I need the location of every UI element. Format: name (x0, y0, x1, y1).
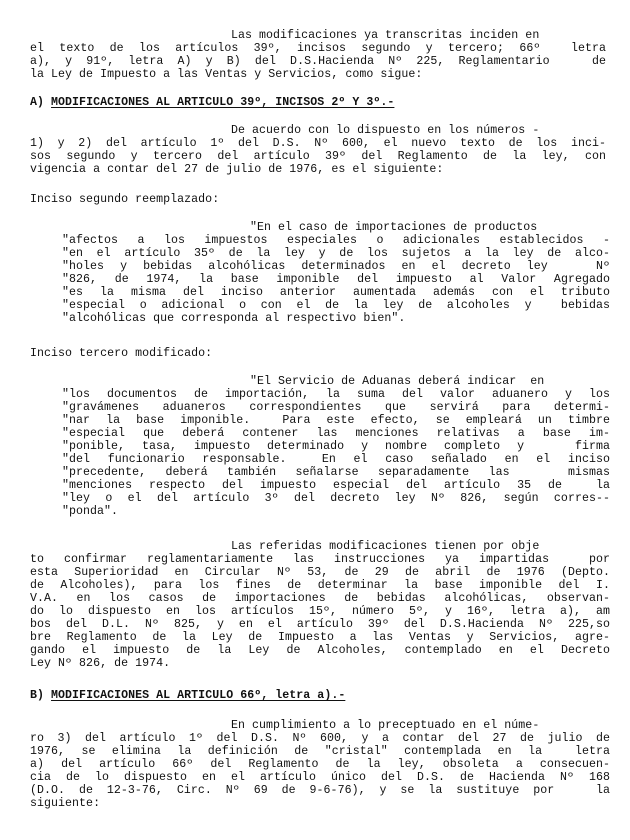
inciso-tercero-line-6: "ponible, tasa, impuesto determinado y nombre completo y firma (62, 440, 610, 453)
section-b-line-2: ro 3) del artículo 1º del D.S. Nº 600, y a contar del 27 de julio de (30, 732, 610, 745)
inciso-tercero-line-1: "El Servicio de Aduanas deberá indicar en (250, 375, 545, 388)
inciso-tercero-line-10: "ley o el del artículo 3º del decreto ley Nº 826, según corres-- (62, 492, 610, 505)
inciso-segundo-line-7: "especial o adicional o con el de la ley de alcoholes y bebidas (62, 299, 610, 312)
inciso-tercero-line-7: "del funcionario responsable. En el caso señalado en el inciso (62, 453, 610, 466)
section-a-line-4: vigencia a contar del 27 de julio de 1976, es el siguiente: (30, 163, 444, 176)
refs-line-6: do lo dispuesto en los artículos 15º, número 5º, y 16º, letra a), am (30, 605, 610, 618)
inciso-tercero-line-2: "los documentos de importación, la suma del valor aduanero y los (62, 388, 610, 401)
intro-line-2: el texto de los artículos 39º, incisos segundo y tercero; 66º letra (30, 42, 606, 55)
section-b-line-6: (D.O. de 12-3-76, Circ. Nº 69 de 9-6-76), y se la sustituye por la (30, 784, 610, 797)
section-b-title: MODIFICACIONES AL ARTICULO 66º, letra a).- (51, 689, 346, 702)
section-b-line-1: En cumplimiento a lo preceptuado en el núme- (231, 719, 540, 732)
refs-line-10: Ley Nº 826, de 1974. (30, 657, 171, 670)
refs-line-8: bre Reglamento de la Ley de Impuesto a las Ventas y Servicios, agre- (30, 631, 610, 644)
inciso-segundo-line-5: "826, de 1974, la base imponible del impuesto al Valor Agregado (62, 273, 610, 286)
section-b-heading (30, 689, 345, 702)
section-a-line-1: De acuerdo con lo dispuesto en los números - (231, 124, 540, 137)
inciso-tercero-line-11: "ponda". (62, 505, 119, 518)
refs-line-7: bos del D.L. Nº 825, y en el artículo 39º del D.S.Hacienda Nº 225,so (30, 618, 610, 631)
refs-line-3: esta Superioridad en Circular Nº 53, de 29 de abril de 1976 (Depto. (30, 566, 610, 579)
inciso-segundo-label: Inciso segundo reemplazado: (30, 193, 220, 206)
refs-line-1: Las referidas modificaciones tienen por obje (231, 540, 540, 553)
section-a-heading (30, 96, 394, 109)
intro-line-3: a), y 91º, letra A) y B) del D.S.Hacienda Nº 225, Reglamentario de (30, 55, 606, 68)
inciso-tercero-line-3: "gravámenes aduaneros correspondientes que servirá para determi- (62, 401, 610, 414)
inciso-segundo-line-3: "en el artículo 35º de la ley y de los sujetos a la ley de alco- (62, 247, 610, 260)
section-b-line-3: 1976, se elimina la definición de "cristal" contemplada en la letra (30, 745, 610, 758)
inciso-tercero-line-4: "nar la base imponible. Para este efecto, se empleará un timbre (62, 414, 610, 427)
inciso-segundo-line-6: "es la misma del inciso anterior aumentada además con el tributo (62, 286, 610, 299)
intro-line-4: la Ley de Impuesto a las Ventas y Servicios, como sigue: (30, 68, 423, 81)
inciso-tercero-line-5: "especial que deberá contener las menciones relativas a base im- (62, 427, 610, 440)
section-b-line-4: a) del artículo 66º del Reglamento de la ley, obsoleta a consecuen- (30, 758, 610, 771)
inciso-segundo-line-4: "holes y bebidas alcohólicas determinados en el decreto ley Nº (62, 260, 610, 273)
section-a-marker: A) (30, 96, 45, 109)
section-a-line-2: 1) y 2) del artículo 1º del D.S. Nº 600, el nuevo texto de los inci- (30, 137, 606, 150)
refs-line-5: V.A. en los casos de importaciones de bebidas alcohólicas, observan- (30, 592, 610, 605)
inciso-segundo-line-2: "afectos a los impuestos especiales o adicionales establecidos - (62, 234, 610, 247)
inciso-tercero-line-9: "menciones respecto del impuesto especial del artículo 35 de la (62, 479, 610, 492)
refs-line-4: de Alcoholes), para los fines de determinar la base imponible del I. (30, 579, 610, 592)
inciso-segundo-line-1: "En el caso de importaciones de productos (250, 221, 538, 234)
intro-line-1: Las modificaciones ya transcritas inciden en (231, 29, 540, 42)
section-b-line-7: siguiente: (30, 797, 101, 810)
inciso-segundo-line-8: "alcohólicas que corresponda al respectivo bien". (62, 312, 406, 325)
inciso-tercero-label: Inciso tercero modificado: (30, 347, 213, 360)
section-a-title: MODIFICACIONES AL ARTICULO 39º, INCISOS 2º Y 3º.- (51, 96, 395, 109)
section-b-marker: B) (30, 689, 45, 702)
refs-line-2: to confirmar reglamentariamente las instrucciones ya impartidas por (30, 553, 610, 566)
refs-line-9: gando el impuesto de la Ley de Alcoholes, contemplado en el Decreto (30, 644, 610, 657)
section-b-line-5: cia de lo dispuesto en el artículo único del D.S. de Hacienda Nº 168 (30, 771, 610, 784)
section-a-line-3: sos segundo y tercero del artículo 39º del Reglamento de la ley, con (30, 150, 606, 163)
inciso-tercero-line-8: "precedente, deberá también señalarse separadamente las mismas (62, 466, 610, 479)
